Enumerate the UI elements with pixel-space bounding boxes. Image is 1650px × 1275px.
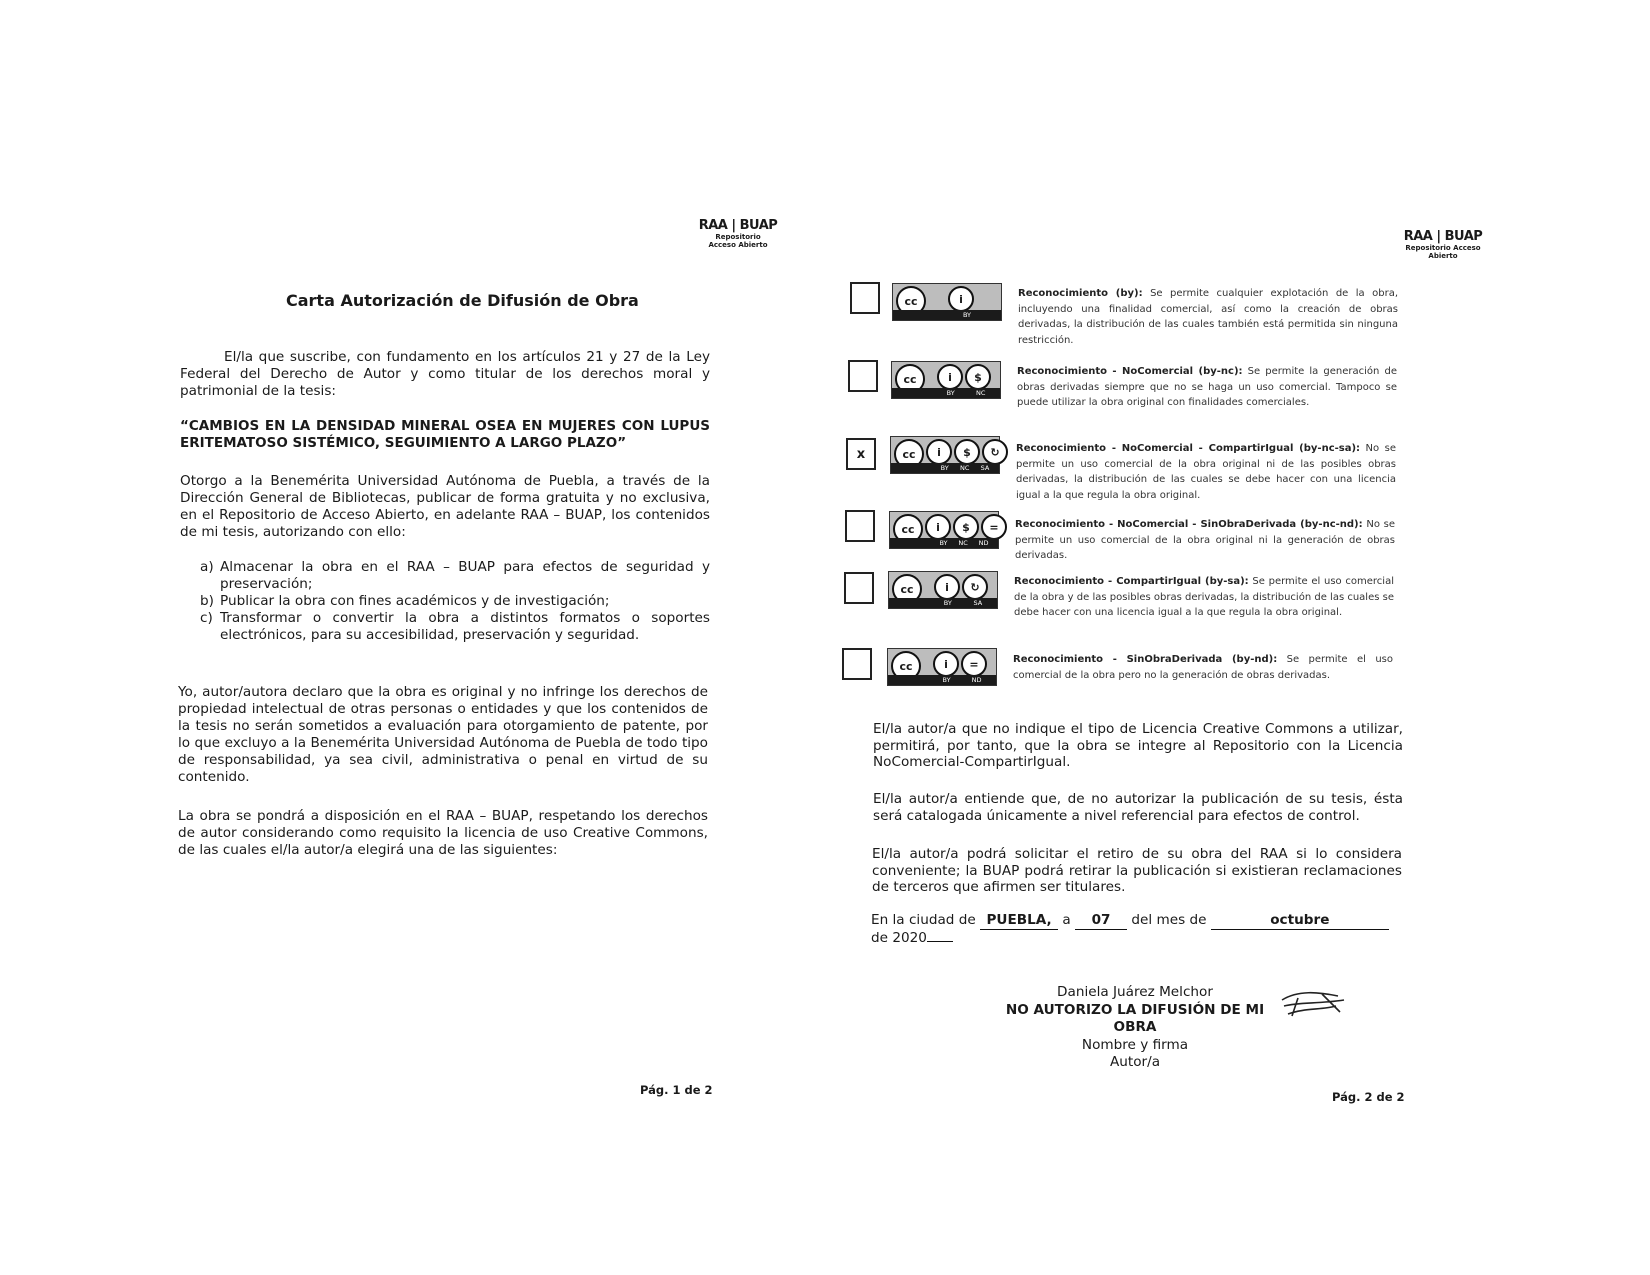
attribution-icon: i (948, 286, 974, 312)
noncommercial-icon: $ (953, 514, 979, 540)
badge-code: BY (946, 389, 955, 397)
cc-icon: cc (895, 364, 925, 394)
attribution-icon: i (934, 574, 960, 600)
license-name: Reconocimiento - SinObraDerivada (by-nd): (1013, 654, 1278, 665)
attribution-icon: i (937, 364, 963, 390)
list-marker: b) (200, 593, 214, 609)
place-prefix: En la ciudad de (871, 912, 976, 928)
badge-code: BY (943, 599, 952, 607)
signature-block (985, 984, 1285, 1072)
noncommercial-icon: $ (954, 439, 980, 465)
cc-icon: cc (892, 574, 922, 604)
logo-subtitle: Abierto (1428, 252, 1458, 260)
noncommercial-icon: $ (965, 364, 991, 390)
license-text: No se permite un uso comercial de la obra original ni de las posibles obras derivadas, la distribución de las cuales se debe hacer con una licencia igual a la que regula la obra original. (1016, 443, 1396, 501)
noderivatives-icon: = (981, 514, 1007, 540)
license-checkbox[interactable] (844, 572, 874, 604)
badge-code: BY (962, 311, 972, 319)
thesis-title: “CAMBIOS EN LA DENSIDAD MINERAL OSEA EN MUJERES CON LUPUS ERITEMATOSO SISTÉMICO, SEGUIMIENTO A LARGO PLAZO” (180, 418, 710, 451)
page-number: Pág. 1 de 2 (640, 1083, 713, 1097)
day-field[interactable]: 07 (1075, 912, 1127, 930)
logo-subtitle: Repositorio Acceso (1405, 244, 1481, 252)
list-marker: c) (200, 610, 213, 626)
license-text: Se permite el uso comercial de la obra pero no la generación de obras derivadas. (1013, 654, 1393, 681)
logo-name: RAA | BUAP (1403, 229, 1483, 244)
attribution-icon: i (925, 514, 951, 540)
list-item-text: Publicar la obra con fines académicos y de investigación; (220, 593, 610, 609)
list-marker: a) (200, 559, 214, 575)
a-label: a (1062, 912, 1071, 928)
badge-code: NC (958, 539, 968, 547)
license-description (1015, 517, 1395, 564)
badge-code: NC (959, 464, 970, 472)
cc-icon: cc (891, 651, 921, 681)
reference-paragraph: El/la autor/a entiende que, de no autorizar la publicación de su tesis, ésta será catalogada únicamente a nivel referencial para efectos de control. (873, 791, 1403, 824)
license-description (1018, 286, 1398, 348)
logo-subtitle: Repositorio Acceso Abierto (708, 233, 768, 249)
license-name: Reconocimiento - NoComercial - SinObraDerivada (by-nc-nd): (1015, 519, 1363, 530)
list-item-text: Almacenar la obra en el RAA – BUAP para efectos de seguridad y preservación; (220, 559, 710, 592)
grant-paragraph: Otorgo a la Benemérita Universidad Autónoma de Puebla, a través de la Dirección General de Bibliotecas, publicar de forma gratuita y no exclusiva, en el Repositorio de Acceso Abierto, en adelante RAA – BUAP, los contenidos de mi tesis, autorizando con ello: (180, 473, 710, 540)
cc-by-nc-nd-badge (889, 511, 999, 549)
handwritten-signature (1278, 986, 1350, 1022)
cc-by-nc-badge (891, 361, 1001, 399)
sharealike-icon: ↻ (962, 574, 988, 600)
cc-by-nd-badge (887, 648, 997, 686)
license-checkbox[interactable] (842, 648, 872, 680)
badge-code: ND (971, 676, 982, 684)
license-checkbox[interactable] (848, 360, 878, 392)
signature-caption: Nombre y firma (1081, 1036, 1189, 1053)
license-text: Se permite cualquier explotación de la obra, incluyendo una finalidad comercial, así como la creación de obras derivadas, la distribución de las cuales también está permitida sin ninguna restricción. (1018, 288, 1399, 346)
city-field[interactable]: PUEBLA, (980, 912, 1058, 930)
sharealike-icon: ↻ (982, 439, 1008, 465)
badge-code: SA (980, 464, 990, 472)
logo-name: RAA | BUAP (698, 218, 778, 233)
author-role: Autor/a (1109, 1054, 1161, 1070)
license-text: Se permite el uso comercial de la obra y de las posibles obras derivadas, la distribución de las cuales se debe hacer con una licencia igual a la que regula la obra original. (1014, 576, 1394, 618)
page-number: Pág. 2 de 2 (1332, 1090, 1405, 1104)
license-description (1016, 441, 1396, 503)
license-description (1017, 364, 1397, 411)
badge-code: BY (940, 464, 949, 472)
license-name: Reconocimiento - CompartirIgual (by-sa): (1014, 576, 1249, 587)
month-label: del mes de (1131, 912, 1207, 928)
license-text: Se permite la generación de obras derivadas siempre que no se haga un uso comercial. Tampoco se puede utilizar la obra original con finalidades comerciales. (1017, 366, 1397, 408)
declaration-paragraph: Yo, autor/autora declaro que la obra es original y no infringe los derechos de propiedad intelectual de otras personas o entidades y que los contenidos de la tesis no serán sometidos a evaluación para otorgamiento de patente, por lo que excluyo a la Benemérita Universidad Autónoma de Puebla de todo tipo de responsabilidad, ya sea civil, administrativa o penal en virtud de su contenido. (178, 684, 708, 785)
license-checkbox[interactable] (845, 510, 875, 542)
license-description (1013, 652, 1393, 683)
month-field[interactable]: octubre (1211, 912, 1389, 930)
attribution-icon: i (933, 651, 959, 677)
authorization-statement: NO AUTORIZO LA DIFUSIÓN DE MI OBRA (1005, 1001, 1265, 1035)
license-checkbox[interactable]: x (846, 438, 876, 470)
place-date-line (871, 912, 1411, 946)
license-name: Reconocimiento (by): (1018, 288, 1143, 299)
license-text: No se permite un uso comercial de la obra original ni la generación de obras derivadas. (1015, 519, 1396, 561)
cc-icon: cc (896, 286, 926, 316)
license-name: Reconocimiento - NoComercial (by-nc): (1017, 366, 1243, 377)
cc-icon: cc (893, 514, 923, 544)
list-item-text: Transformar o convertir la obra a distintos formatos o soportes electrónicos, para su accesibilidad, preservación y seguridad. (220, 610, 710, 643)
cc-by-badge (892, 283, 1002, 321)
default-license-paragraph: El/la autor/a que no indique el tipo de Licencia Creative Commons a utilizar, permitirá, por tanto, que la obra se integre al Repositorio con la Licencia NoComercial-CompartirIgual. (873, 721, 1403, 770)
availability-paragraph: La obra se pondrá a disposición en el RAA – BUAP, respetando los derechos de autor considerando como requisito la licencia de uso Creative Commons, de las cuales el/la autor/a elegirá una de las siguientes: (178, 808, 708, 858)
badge-code: BY (939, 539, 948, 547)
noderivatives-icon: = (961, 651, 987, 677)
year-field: de 2020 (871, 929, 927, 946)
badge-code: SA (973, 599, 983, 607)
attribution-icon: i (926, 439, 952, 465)
intro-text: El/la que suscribe, con fundamento en los artículos 21 y 27 de la Ley Federal del Derecho de Autor y como titular de los derechos moral y patrimonial de la tesis: (180, 349, 710, 399)
cc-by-nc-sa-badge (890, 436, 1000, 474)
badge-code: BY (942, 676, 951, 684)
withdraw-paragraph: El/la autor/a podrá solicitar el retiro de su obra del RAA si lo considera conveniente; la BUAP podrá retirar la publicación si existieran reclamaciones de terceros que afirmen ser titulares. (872, 846, 1402, 895)
cc-by-sa-badge (888, 571, 998, 609)
badge-code: NC (975, 389, 986, 397)
author-name: Daniela Juárez Melchor (1057, 984, 1213, 1000)
cc-icon: cc (894, 439, 924, 469)
page-title: Carta Autorización de Difusión de Obra (286, 291, 639, 310)
license-checkbox[interactable] (850, 282, 880, 314)
badge-code: ND (978, 539, 989, 547)
license-description (1014, 574, 1394, 621)
license-name: Reconocimiento - NoComercial - CompartirIgual (by-nc-sa): (1016, 443, 1361, 454)
